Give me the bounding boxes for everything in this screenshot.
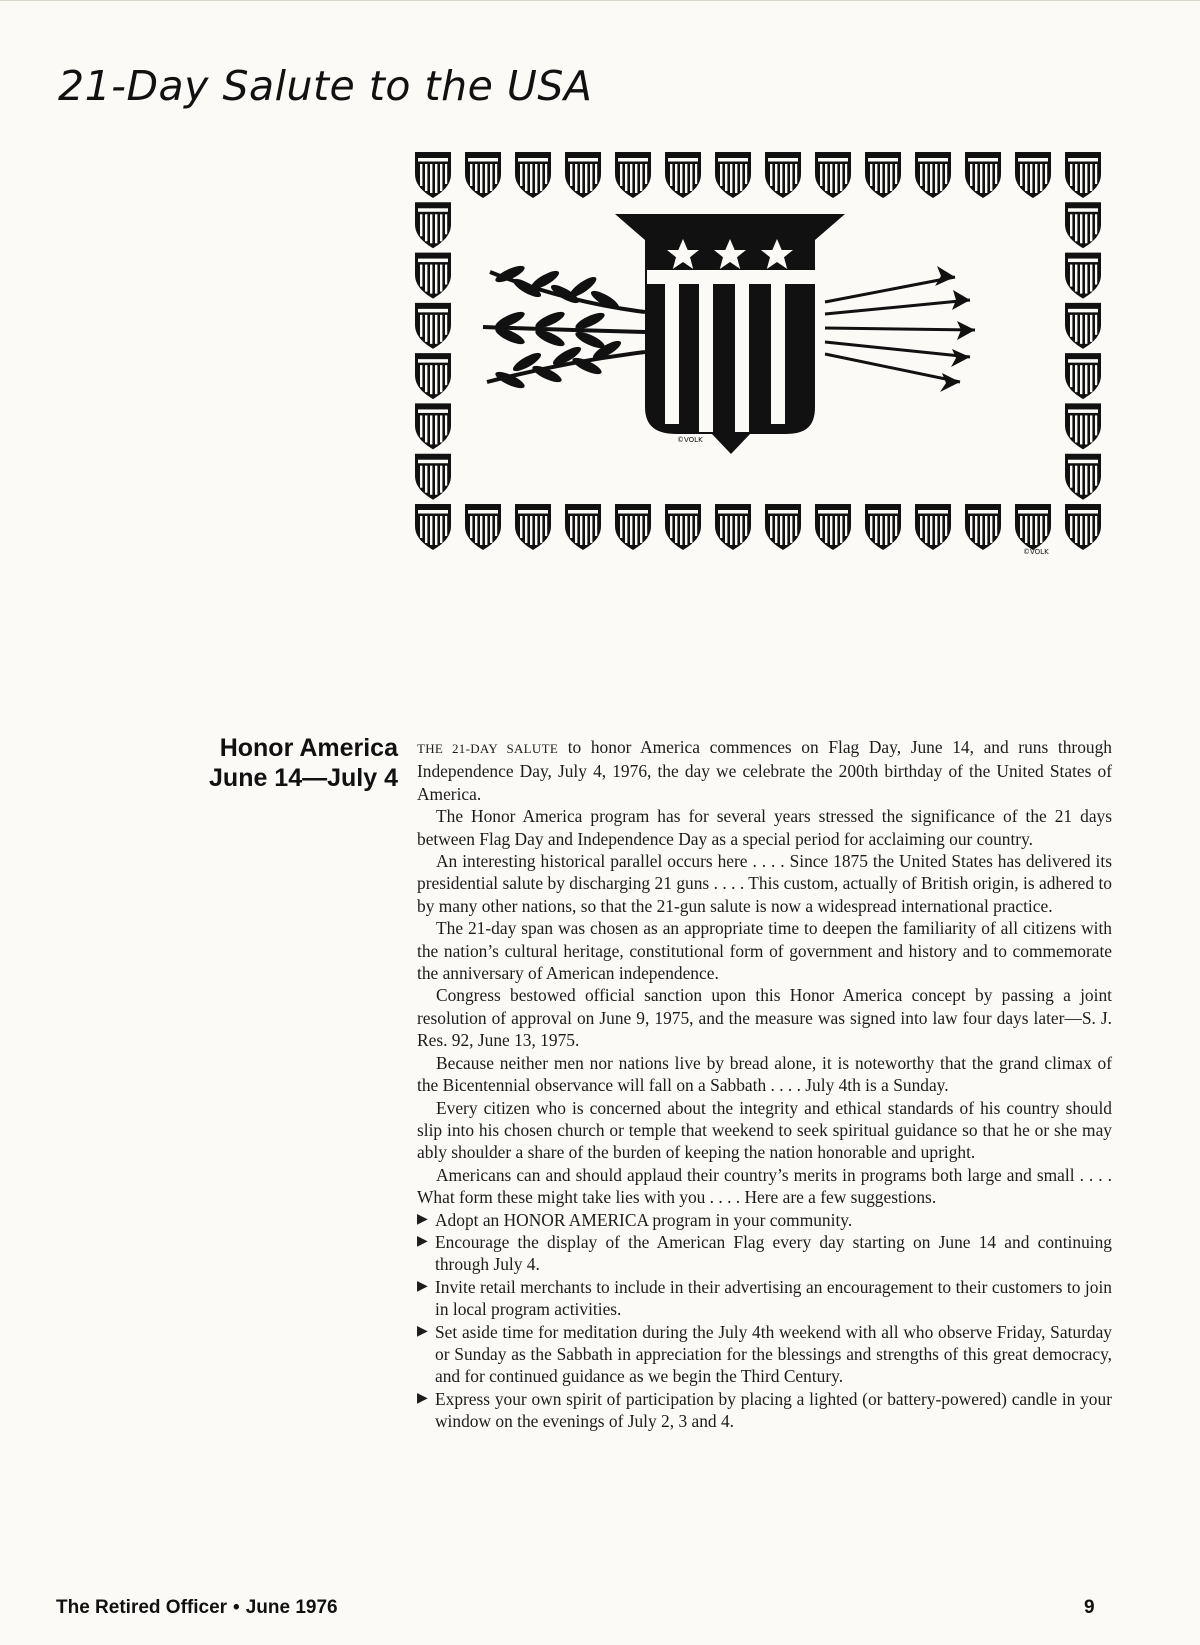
- small-shield-icon: [965, 504, 1001, 550]
- paragraph: The 21-day span was chosen as an appropriate time to deepen the familiarity of all citizens with the nation’s cultural heritage, constitutional form of government and history and to commemorate the anniversary of American independence.: [417, 918, 1112, 984]
- suggestion-list: [417, 1209, 1112, 1433]
- small-shield-icon: [1065, 454, 1101, 500]
- small-shield-icon: [415, 353, 451, 399]
- list-item-text: Express your own spirit of participation by placing a lighted (or battery-powered) candle in your window on the evenings of July 2, 3 and 4.: [435, 1388, 1112, 1432]
- small-shield-icon: [565, 152, 601, 198]
- list-item-text: Set aside time for meditation during the July 4th weekend with all who observe Friday, Saturday or Sunday as the Sabbath in appreciation for the blessings and strengths of this great democracy, and for continued guidance as we begin the Third Century.: [435, 1321, 1112, 1387]
- page-title: 21-Day Salute to the USA: [58, 62, 593, 110]
- list-item: [417, 1321, 1112, 1388]
- lead-caps: THE 21-DAY SALUTE: [417, 741, 559, 756]
- list-item-text: Adopt an HONOR AMERICA program in your community.: [435, 1209, 853, 1230]
- lead-rest: to honor America commences on Flag Day, June 14, and runs through Independence Day, July 4, 1976, the day we celebrate the 200th birthday of the United States of America.: [417, 737, 1112, 804]
- small-shield-icon: [915, 152, 951, 198]
- small-shield-icon: [415, 202, 451, 248]
- copyright-mark-corner: ©VOLK: [1023, 548, 1049, 556]
- list-item-text: Invite retail merchants to include in their advertising an encouragement to their customers to join in local program activities.: [435, 1276, 1112, 1320]
- small-shield-icon: [915, 504, 951, 550]
- small-shield-icon: [465, 504, 501, 550]
- lead-paragraph: [417, 736, 1112, 805]
- list-item: [417, 1209, 1112, 1231]
- arrows-icon: [825, 266, 975, 392]
- small-shield-icon: [515, 152, 551, 198]
- bullet-triangle-icon: ▶: [417, 1211, 428, 1227]
- small-shield-icon: [1065, 504, 1101, 550]
- bullet-triangle-icon: ▶: [417, 1278, 428, 1294]
- shield-border-emblem: [415, 152, 1105, 562]
- list-item: [417, 1276, 1112, 1321]
- small-shield-icon: [665, 152, 701, 198]
- small-shield-icon: [765, 504, 801, 550]
- copyright-mark: ©VOLK: [677, 436, 703, 444]
- page-number: 9: [1084, 1597, 1095, 1618]
- article-body: [417, 736, 1112, 1433]
- small-shield-icon: [715, 152, 751, 198]
- paragraph: Congress bestowed official sanction upon this Honor America concept by passing a joint resolution of approval on June 9, 1975, and the measure was signed into law four days later—S. J. Res. 92, June 13, 1975.: [417, 985, 1112, 1051]
- small-shield-icon: [415, 303, 451, 349]
- small-shield-icon: [1065, 152, 1101, 198]
- small-shield-icon: [665, 504, 701, 550]
- section-heading-line2: June 14—July 4: [209, 764, 398, 792]
- paragraph: An interesting historical parallel occurs here . . . . Since 1875 the United States has delivered its presidential salute by discharging 21 guns . . . . This custom, actually of British origin, is adhered to by many other nations, so that the 21-gun salute is now a widespread international practice.: [417, 851, 1112, 916]
- small-shield-icon: [515, 504, 551, 550]
- bullet-triangle-icon: ▶: [417, 1233, 428, 1249]
- small-shield-icon: [615, 152, 651, 198]
- small-shield-icon: [415, 454, 451, 500]
- small-shield-icon: [865, 504, 901, 550]
- paragraph: The Honor America program has for several years stressed the significance of the 21 days between Flag Day and Independence Day as a special period for acclaiming our country.: [417, 806, 1112, 849]
- small-shield-icon: [1015, 504, 1051, 550]
- small-shield-icon: [415, 253, 451, 299]
- footer-separator: •: [233, 1597, 240, 1618]
- small-shield-icon: [715, 504, 751, 550]
- small-shield-icon: [1065, 353, 1101, 399]
- small-shield-icon: [765, 152, 801, 198]
- small-shield-icon: [1065, 303, 1101, 349]
- small-shield-icon: [415, 403, 451, 449]
- list-item: [417, 1231, 1112, 1276]
- small-shield-icon: [615, 504, 651, 550]
- small-shield-icon: [1015, 152, 1051, 198]
- small-shield-icon: [815, 504, 851, 550]
- bullet-triangle-icon: ▶: [417, 1390, 428, 1406]
- list-item-text: Encourage the display of the American Flag every day starting on June 14 and continuing through July 4.: [435, 1231, 1112, 1275]
- section-heading: [160, 733, 398, 793]
- small-shield-icon: [965, 152, 1001, 198]
- small-shield-icon: [565, 504, 601, 550]
- small-shield-icon: [1065, 403, 1101, 449]
- paragraph: Americans can and should applaud their country’s merits in programs both large and small . . . . What form these might take lies with you . . . . Here are a few suggestions.: [417, 1164, 1112, 1208]
- footer-publication: [56, 1597, 338, 1619]
- top-rule: [0, 0, 1200, 7]
- small-shield-icon: [465, 152, 501, 198]
- olive-branch-icon: [483, 263, 645, 392]
- issue-date: June 1976: [245, 1597, 338, 1618]
- small-shield-icon: [1065, 202, 1101, 248]
- small-shield-icon: [415, 504, 451, 550]
- small-shield-icon: [1065, 253, 1101, 299]
- list-item: [417, 1388, 1112, 1433]
- paragraph: Because neither men nor nations live by bread alone, it is noteworthy that the grand climax of the Bicentennial observance will fall on a Sabbath . . . . July 4th is a Sunday.: [417, 1052, 1112, 1096]
- section-heading-line1: Honor America: [219, 734, 398, 762]
- small-shield-icon: [815, 152, 851, 198]
- bullet-triangle-icon: ▶: [417, 1323, 428, 1339]
- small-shield-icon: [865, 152, 901, 198]
- small-shield-icon: [415, 152, 451, 198]
- paragraph: Every citizen who is concerned about the integrity and ethical standards of his country should slip into his chosen church or temple that weekend to seek spiritual guidance so that he or she may ably shoulder a share of the burden of keeping the nation honorable and upright.: [417, 1097, 1112, 1163]
- central-shield-icon: [615, 214, 845, 454]
- publication-name: The Retired Officer: [56, 1597, 228, 1618]
